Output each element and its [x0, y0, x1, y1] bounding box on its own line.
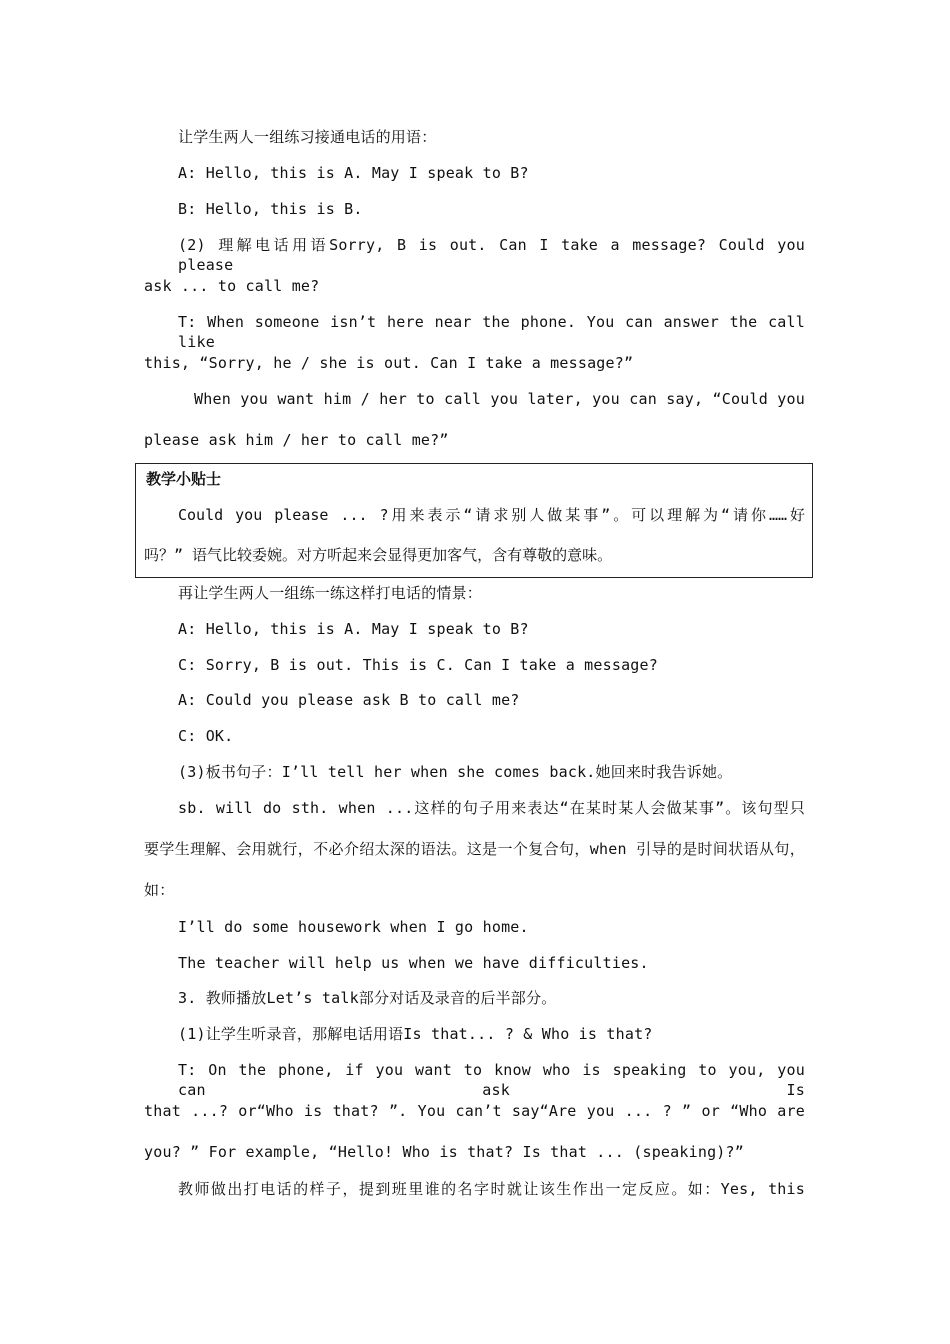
- paragraph-line: you? ” For example, “Hello! Who is that? Is that ... (speaking)?”: [144, 1143, 744, 1161]
- paragraph-line: 教师做出打电话的样子，提到班里谁的名字时就让该生作出一定反应。如：Yes, this: [178, 1180, 805, 1198]
- paragraph-line: this, “Sorry, he / she is out. Can I take a message?”: [144, 354, 634, 372]
- paragraph-line: T: On the phone, if you want to know who is speaking to you, you can ask Is: [178, 1061, 805, 1099]
- paragraph-line: 让学生两人一组练习接通电话的用语：: [178, 128, 437, 146]
- paragraph-line: ask ... to call me?: [144, 277, 320, 295]
- paragraph-line: (3)板书句子：I’ll tell her when she comes back.她回来时我告诉她。: [178, 763, 733, 781]
- paragraph-line: that ...? or“Who is that? ”. You can’t say“Are you ... ? ” or “Who are: [144, 1102, 805, 1120]
- tip-text-line: Could you please ... ?用来表示“请求别人做某事”。可以理解为“请你……好: [178, 506, 805, 524]
- paragraph-line: When you want him / her to call you later, you can say, “Could you: [194, 390, 805, 408]
- dialogue-line: A: Could you please ask B to call me?: [178, 691, 520, 709]
- dialogue-line: B: Hello, this is B.: [178, 200, 363, 218]
- paragraph-line: (2) 理解电话用语Sorry, B is out. Can I take a message? Could you please: [178, 236, 805, 274]
- dialogue-line: A: Hello, this is A. May I speak to B?: [178, 164, 529, 182]
- dialogue-line: C: Sorry, B is out. This is C. Can I take a message?: [178, 656, 658, 674]
- dialogue-line: A: Hello, this is A. May I speak to B?: [178, 620, 529, 638]
- tip-title: 教学小贴士: [146, 470, 222, 488]
- dialogue-line: C: OK.: [178, 727, 234, 745]
- paragraph-line: 如：: [144, 881, 175, 899]
- paragraph-line: 要学生理解、会用就行，不必介绍太深的语法。这是一个复合句，when 引导的是时间状语从句，: [144, 840, 805, 858]
- example-line: The teacher will help us when we have difficulties.: [178, 954, 649, 972]
- paragraph-line: sb. will do sth. when ...这样的句子用来表达“在某时某人会做某事”。该句型只: [178, 799, 805, 817]
- tip-text-line: 吗？” 语气比较委婉。对方听起来会显得更加客气，含有尊敬的意味。: [144, 546, 613, 564]
- paragraph-line: please ask him / her to call me?”: [144, 431, 449, 449]
- paragraph-line: (1)让学生听录音，那解电话用语Is that... ? & Who is that?: [178, 1025, 653, 1043]
- paragraph-line: T: When someone isn’t here near the phone. You can answer the call like: [178, 313, 805, 351]
- section-heading: 3. 教师播放Let’s talk部分对话及录音的后半部分。: [178, 989, 557, 1007]
- paragraph-line: 再让学生两人一组练一练这样打电话的情景：: [178, 584, 483, 602]
- example-line: I’ll do some housework when I go home.: [178, 918, 529, 936]
- teaching-tip-box: [135, 463, 813, 578]
